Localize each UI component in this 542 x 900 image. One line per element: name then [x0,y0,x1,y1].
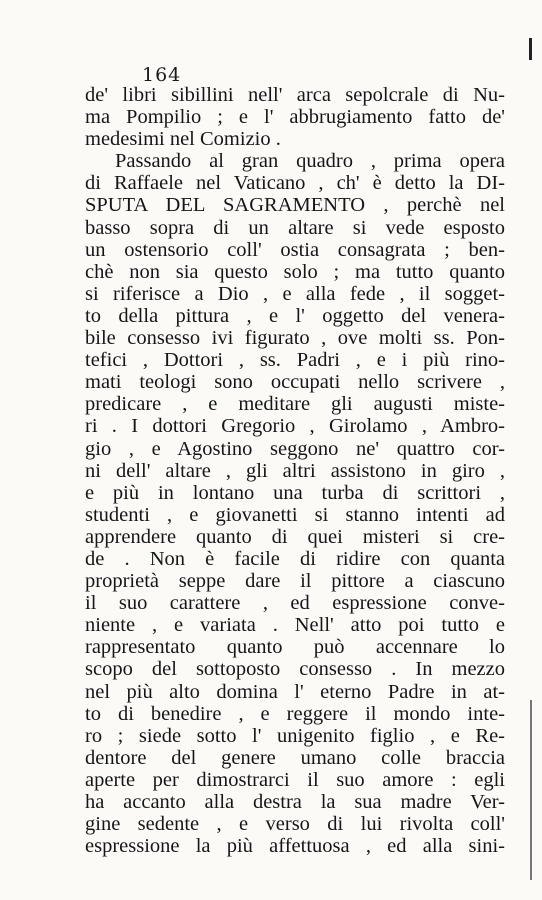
text-line: scopo del sottoposto consesso . In mezzo [85,658,505,681]
text-line: to di benedire , e reggere il mondo inte- [85,702,505,725]
text-line: dentore del genere umano colle braccia [85,746,505,769]
page-edge-mark [529,38,532,60]
text-line: gio , e Agostino seggono ne' quattro cor- [85,437,505,460]
text-line: studenti , e giovanetti si stanno intenti ad [85,503,505,526]
text-line: to della pittura , e l' oggetto del venera- [85,304,505,327]
text-line: medesimi nel Comizio . [85,128,281,151]
text-line: espressione la più affettuosa , ed alla sini- [85,835,505,858]
text-line: chè non sia questo solo ; ma tutto quanto [85,260,505,283]
text-line: di Raffaele nel Vaticano , ch' è detto la DI- [85,172,505,195]
text-line: mati teologi sono occupati nello scrivere , [85,371,505,394]
text-line: bile consesso ivi figurato , ove molti ss. Pon- [85,327,505,350]
body-text [85,84,505,857]
text-line: gine sedente , e verso di lui rivolta coll' [85,813,505,836]
text-line: apprendere quanto di quei misteri si cre- [85,525,505,548]
text-line: SPUTA DEL SAGRAMENTO , perchè nel [85,194,505,217]
page-number: 164 [142,64,182,86]
text-line: nel più alto domina l' eterno Padre in at- [85,680,505,703]
text-line: basso sopra di un altare si vede esposto [85,216,505,239]
text-line: ni dell' altare , gli altri assistono in giro , [85,459,505,482]
text-line: e più in lontano una turba di scrittori , [85,481,505,504]
text-line: un ostensorio coll' ostia consagrata ; ben- [85,238,505,261]
text-line: predicare , e meditare gli augusti miste- [85,393,505,416]
text-line: rappresentato quanto può accennare lo [85,636,505,659]
text-line: de' libri sibillini nell' arca sepolcrale di Nu- [85,84,505,106]
text-line: Passando al gran quadro , prima opera [115,150,505,173]
text-line: si riferisce a Dio , e alla fede , il sogget- [85,282,505,305]
text-line: niente , e variata . Nell' atto poi tutto e [85,614,505,637]
text-line: ma Pompilio ; e l' abbrugiamento fatto de' [85,106,505,129]
text-line: ri . I dottori Gregorio , Girolamo , Ambro- [85,415,505,438]
text-line: ha accanto alla destra la sua madre Ver- [85,791,505,813]
text-line: de . Non è facile di ridire con quanta [85,547,505,570]
text-line: proprietà seppe dare il pittore a ciascuno [85,570,505,593]
text-line: ro ; siede sotto l' unigenito figlio , e Re- [85,724,505,747]
text-line: aperte per dimostrarci il suo amore : egli [85,768,505,791]
page-edge-shadow [530,700,532,880]
text-line: il suo carattere , ed espressione conve- [85,592,505,615]
text-line: tefici , Dottori , ss. Padri , e i più rino- [85,349,505,372]
